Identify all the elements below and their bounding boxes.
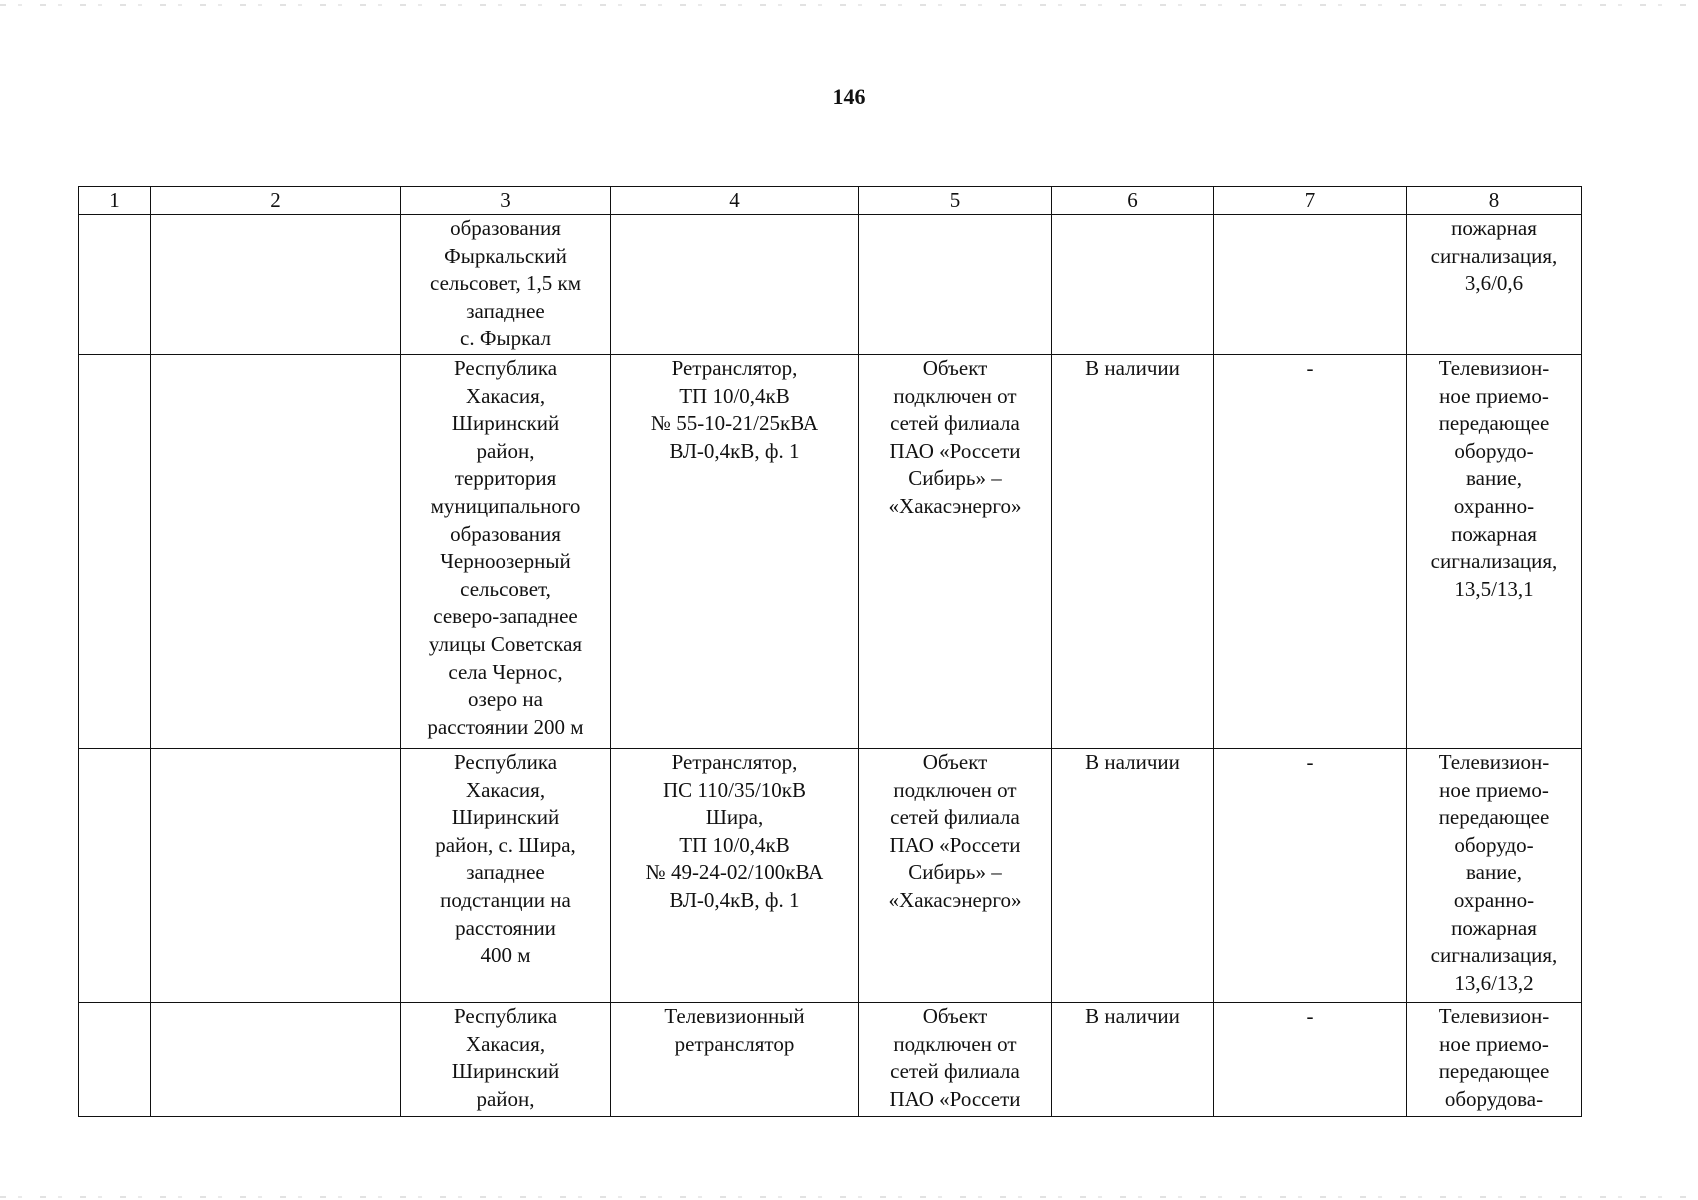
table-cell: - — [1214, 749, 1407, 1003]
table-cell: - — [1214, 355, 1407, 749]
column-header: 6 — [1052, 187, 1214, 215]
table-cell: В наличии — [1052, 749, 1214, 1003]
table-cell — [859, 215, 1052, 355]
table-cell — [151, 1003, 401, 1117]
table-cell: Телевизион- ное приемо- передающее оборудова- — [1407, 1003, 1582, 1117]
table-cell — [611, 215, 859, 355]
column-header: 2 — [151, 187, 401, 215]
table-cell — [79, 1003, 151, 1117]
column-header: 7 — [1214, 187, 1407, 215]
table-cell: Республика Хакасия, Ширинский район, территория муниципального образования Черноозерный сельсовет, северо-западнее улицы Советская села Чернос, озеро на расстоянии 200 м — [401, 355, 611, 749]
table-cell: Объект подключен от сетей филиала ПАО «Россети — [859, 1003, 1052, 1117]
table-cell: В наличии — [1052, 1003, 1214, 1117]
table-row — [79, 215, 1582, 355]
table-cell: пожарная сигнализация, 3,6/0,6 — [1407, 215, 1582, 355]
table-row — [79, 749, 1582, 1003]
table-cell: - — [1214, 1003, 1407, 1117]
table-cell — [151, 215, 401, 355]
column-header: 4 — [611, 187, 859, 215]
table-cell: образования Фыркальский сельсовет, 1,5 км западнее с. Фыркал — [401, 215, 611, 355]
table-row — [79, 1003, 1582, 1117]
table-cell — [79, 215, 151, 355]
data-table — [78, 186, 1582, 1117]
table-cell — [79, 355, 151, 749]
table-cell — [79, 749, 151, 1003]
table-row — [79, 355, 1582, 749]
page-number: 146 — [832, 84, 866, 109]
table-cell: Телевизионный ретранслятор — [611, 1003, 859, 1117]
table-cell: Объект подключен от сетей филиала ПАО «Россети Сибирь» – «Хакасэнерго» — [859, 749, 1052, 1003]
column-header: 1 — [79, 187, 151, 215]
table-cell: Телевизион- ное приемо- передающее оборудо- вание, охранно- пожарная сигнализация, 13,5/13,1 — [1407, 355, 1582, 749]
table-cell — [151, 355, 401, 749]
table-cell: Ретранслятор, ПС 110/35/10кВ Шира, ТП 10/0,4кВ № 49-24-02/100кВА ВЛ-0,4кВ, ф. 1 — [611, 749, 859, 1003]
table-cell — [1052, 215, 1214, 355]
table-cell: Объект подключен от сетей филиала ПАО «Россети Сибирь» – «Хакасэнерго» — [859, 355, 1052, 749]
table-cell: Телевизион- ное приемо- передающее оборудо- вание, охранно- пожарная сигнализация, 13,6/13,2 — [1407, 749, 1582, 1003]
table-cell: В наличии — [1052, 355, 1214, 749]
scan-artifact-bottom — [0, 1196, 1698, 1198]
table-cell — [1214, 215, 1407, 355]
column-header: 8 — [1407, 187, 1582, 215]
table-cell: Республика Хакасия, Ширинский район, — [401, 1003, 611, 1117]
table-cell: Ретранслятор, ТП 10/0,4кВ № 55-10-21/25кВА ВЛ-0,4кВ, ф. 1 — [611, 355, 859, 749]
table-cell: Республика Хакасия, Ширинский район, с. Шира, западнее подстанции на расстоянии 400 м — [401, 749, 611, 1003]
column-header: 5 — [859, 187, 1052, 215]
table-header-row — [79, 187, 1582, 215]
table-cell — [151, 749, 401, 1003]
column-header: 3 — [401, 187, 611, 215]
scan-artifact-top — [0, 4, 1698, 6]
